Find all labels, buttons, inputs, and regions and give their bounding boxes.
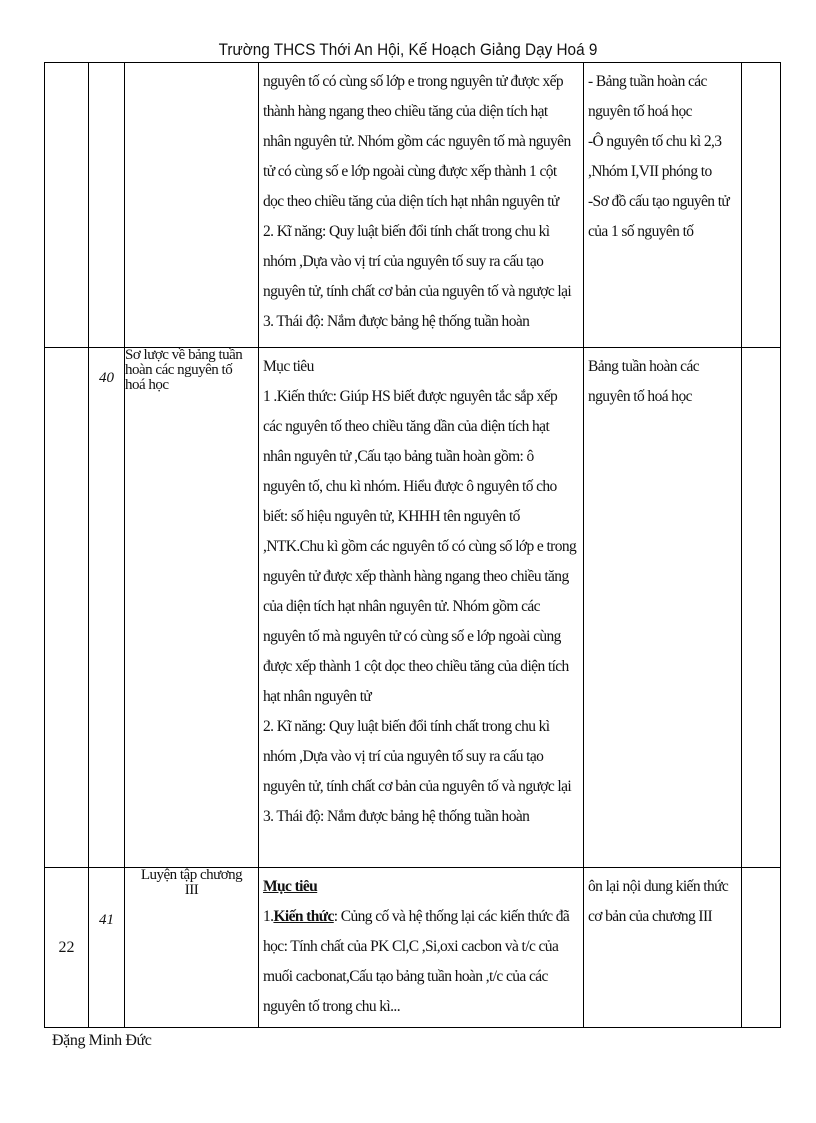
objective-line: các nguyên tố theo chiều tăng dần của diện tích hạt xyxy=(263,418,550,435)
objective-line: dọc theo chiều tăng của diện tích hạt nhân nguyên tử xyxy=(263,193,559,210)
objective-line: được xếp thành 1 cột dọc theo chiều tăng của diện tích xyxy=(263,658,569,675)
objective-line: tử có cùng số e lớp ngoài cùng được xếp thành 1 cột xyxy=(263,163,557,180)
objective-line: nhân nguyên tử ,Cấu tạo bảng tuần hoàn gồm: ô xyxy=(263,448,534,465)
material-line: cơ bản của chương III xyxy=(588,908,713,925)
objective-keyword: Kiến thức xyxy=(273,908,334,925)
week-cell xyxy=(45,63,89,348)
page-header: Trường THCS Thới An Hội, Kế Hoạch Giảng Dạy Hoá 9 xyxy=(218,40,598,59)
topic-cell xyxy=(125,868,259,1028)
objective-line: nguyên tố trong chu kì... xyxy=(263,998,400,1015)
materials-cell xyxy=(584,868,742,1028)
topic-cell xyxy=(125,348,259,868)
table-row xyxy=(45,868,781,1028)
objective-line: thành hàng ngang theo chiều tăng của diện tích hạt xyxy=(263,103,548,120)
objective-line: nguyên tố có cùng số lớp e trong nguyên tử được xếp xyxy=(263,73,564,90)
objective-line: 2. Kĩ năng: Quy luật biến đổi tính chất trong chu kì xyxy=(263,718,550,735)
lesson-number-cell xyxy=(89,63,125,348)
lesson-number xyxy=(89,63,124,85)
objective-line: muối cacbonat,Cấu tạo bảng tuần hoàn ,t/c của các xyxy=(263,968,548,985)
objective-line: nguyên tố, chu kì nhóm. Hiểu được ô nguyên tố cho xyxy=(263,478,557,495)
topic-cell xyxy=(125,63,259,348)
objective-line: học: Tính chất của PK Cl,C ,Si,oxi cacbon và t/c của xyxy=(263,938,559,955)
objective-line: biết: số hiệu nguyên tử, KHHH tên nguyên tố xyxy=(263,508,520,525)
objective-text: : Củng cố và hệ thống lại các kiến thức đã xyxy=(333,908,570,925)
material-line: - Bảng tuần hoàn các xyxy=(588,73,707,90)
objective-line: nguyên tử, tính chất cơ bản của nguyên tố và ngược lại xyxy=(263,283,572,300)
objective-number: 1. xyxy=(263,908,274,925)
table-row xyxy=(45,63,781,348)
material-line: -Sơ đồ cấu tạo nguyên tử xyxy=(588,193,730,210)
material-line: ,Nhóm I,VII phóng to xyxy=(588,163,712,180)
objective-line: nguyên tử được xếp thành hàng ngang theo chiều tăng xyxy=(263,568,569,585)
material-line: Bảng tuần hoàn các xyxy=(588,358,699,375)
materials-cell xyxy=(584,348,742,868)
objective-line: nhóm ,Dựa vào vị trí của nguyên tố suy ra cấu tạo xyxy=(263,253,544,270)
objective-line: 3. Thái độ: Nắm được bảng hệ thống tuần hoàn xyxy=(263,808,530,825)
topic-line: III xyxy=(184,882,199,898)
topic-line: Sơ lược về bảng tuần xyxy=(125,347,243,363)
objective-line: ,NTK.Chu kì gồm các nguyên tố có cùng số lớp e trong xyxy=(263,538,577,555)
material-line: ôn lại nội dung kiến thức xyxy=(588,878,729,895)
objectives-cell xyxy=(259,868,584,1028)
objective-line: 2. Kĩ năng: Quy luật biến đổi tính chất trong chu kì xyxy=(263,223,550,240)
lesson-number-cell xyxy=(89,868,125,1028)
topic-line: Luyện tập chương xyxy=(140,867,243,883)
objective-line: hạt nhân nguyên tử xyxy=(263,688,372,705)
materials-cell xyxy=(584,63,742,348)
objective-line: nhân nguyên tử. Nhóm gồm các nguyên tố mà nguyên xyxy=(263,133,571,150)
lesson-number: 41 xyxy=(99,912,114,928)
objective-line: Mục tiêu xyxy=(263,358,314,375)
lesson-number-cell xyxy=(89,348,125,868)
objective-line: nguyên tử, tính chất cơ bản của nguyên tố và ngược lại xyxy=(263,778,572,795)
notes-cell xyxy=(742,63,781,348)
objectives-heading: Mục tiêu xyxy=(263,878,318,895)
objective-line xyxy=(263,902,581,932)
objective-line: nhóm ,Dựa vào vị trí của nguyên tố suy ra cấu tạo xyxy=(263,748,544,765)
material-line: nguyên tố hoá học xyxy=(588,103,692,120)
week-cell: 22 xyxy=(45,868,89,1028)
topic-line: hoá học xyxy=(125,377,169,393)
lesson-plan-table xyxy=(44,62,781,1028)
material-line: của 1 số nguyên tố xyxy=(588,223,694,240)
objective-line: 1 .Kiến thức: Giúp HS biết được nguyên tắc sắp xếp xyxy=(263,388,558,405)
topic-line: hoàn các nguyên tố xyxy=(125,362,233,378)
notes-cell xyxy=(742,868,781,1028)
material-line: -Ô nguyên tố chu kì 2,3 xyxy=(588,133,722,150)
material-line: nguyên tố hoá học xyxy=(588,388,692,405)
author-signature: Đặng Minh Đức xyxy=(52,1032,152,1049)
objectives-cell xyxy=(259,63,584,348)
objective-line: 3. Thái độ: Nắm được bảng hệ thống tuần hoàn xyxy=(263,313,530,330)
week-cell xyxy=(45,348,89,868)
objective-line: của diện tích hạt nhân nguyên tử. Nhóm gồm các xyxy=(263,598,540,615)
table-row xyxy=(45,348,781,868)
objectives-cell xyxy=(259,348,584,868)
lesson-number: 40 xyxy=(99,370,114,386)
notes-cell xyxy=(742,348,781,868)
objective-line: nguyên tố mà nguyên tử có cùng số e lớp ngoài cùng xyxy=(263,628,561,645)
